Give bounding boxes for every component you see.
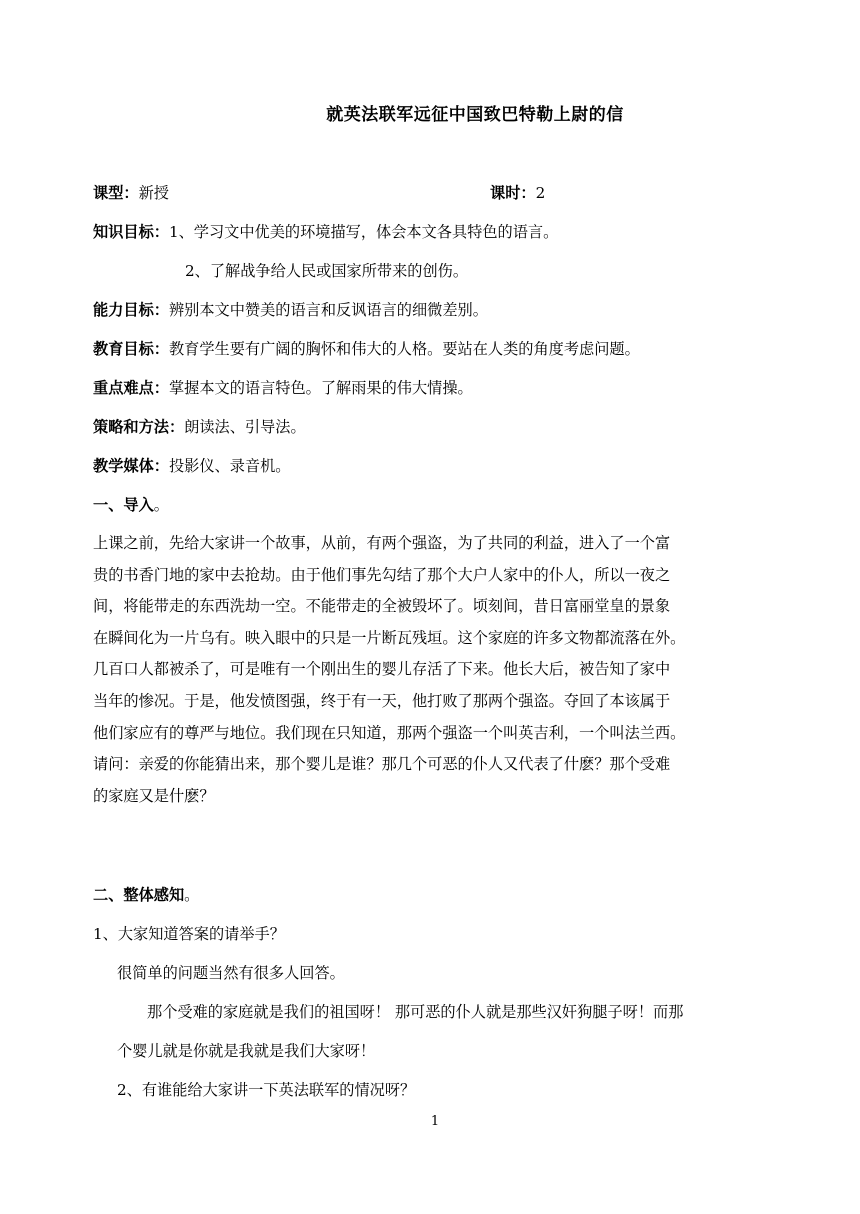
story-line: 请问：亲爱的你能猜出来，那个婴儿是谁？那几个可恶的仆人又代表了什麽？那个受难 — [93, 755, 671, 774]
question-2: 2、有谁能给大家讲一下英法联军的情况呀？ — [117, 1081, 416, 1099]
answer-2-line-1: 那个受难的家庭就是我们的祖国呀！ 那可恶的仆人就是那些汉奸狗腿子呀！而那 — [147, 1003, 684, 1021]
story-line: 几百口人都被杀了，可是唯有一个刚出生的婴儿存活了下来。他长大后，被告知了家中 — [93, 660, 671, 679]
teaching-media-value: 投影仪、录音机。 — [168, 457, 291, 475]
story-line: 他们家应有的尊严与地位。我们现在只知道，那两个强盗一个叫英吉利，一个叫法兰西。 — [93, 723, 686, 742]
education-objective — [93, 339, 640, 359]
key-difficulties-label: 重点难点： — [93, 379, 169, 397]
key-difficulties — [93, 378, 473, 398]
story-line: 的家庭又是什麽？ — [93, 786, 215, 805]
section-1-heading-text: 一、导入 — [93, 496, 154, 514]
answer-1: 很简单的问题当然有很多人回答。 — [117, 964, 345, 982]
knowledge-objective-item-2: 2、了解战争给人民或国家所带来的创伤。 — [185, 262, 469, 280]
page-number: 1 — [430, 1114, 440, 1129]
story-line: 上课之前，先给大家讲一个故事，从前，有两个强盗，为了共同的利益，进入了一个富 — [93, 534, 671, 552]
section-1-heading-punct: 。 — [153, 496, 169, 514]
course-type-label: 课型： — [93, 184, 139, 202]
education-objective-label: 教育目标： — [93, 340, 169, 358]
ability-objective — [93, 300, 488, 320]
section-1-heading — [93, 495, 169, 515]
strategy-method-value: 朗读法、引导法。 — [184, 418, 306, 436]
ability-objective-value: 辨别本文中赞美的语言和反讽语言的细微差别。 — [168, 301, 488, 319]
teaching-media-label: 教学媒体： — [93, 457, 169, 475]
key-difficulties-value: 掌握本文的语言特色。了解雨果的伟大情操。 — [168, 379, 473, 397]
document-title: 就英法联军远征中国致巴特勒上尉的信 — [326, 105, 624, 125]
section-2-heading-text: 二、整体感知 — [93, 886, 185, 904]
section-2-heading — [93, 885, 199, 905]
course-type — [93, 183, 169, 203]
question-1: 1、大家知道答案的请举手？ — [93, 925, 285, 943]
section-2-heading-punct: 。 — [184, 886, 200, 904]
answer-2-line-2: 个婴儿就是你就是我就是我们大家呀！ — [117, 1042, 376, 1060]
knowledge-objective-item-1: 1、学习文中优美的环境描写，体会本文各具特色的语言。 — [168, 223, 559, 241]
knowledge-objective-label: 知识目标： — [93, 223, 169, 241]
strategy-method-label: 策略和方法： — [93, 418, 185, 436]
class-hours-value: 2 — [535, 184, 546, 202]
class-hours — [490, 183, 545, 203]
knowledge-objective — [93, 222, 558, 242]
story-line: 间，将能带走的东西洗劫一空。不能带走的全被毁坏了。顷刻间，昔日富丽堂皇的景象 — [93, 597, 671, 616]
education-objective-value: 教育学生要有广阔的胸怀和伟大的人格。要站在人类的角度考虑问题。 — [168, 340, 640, 358]
teaching-media — [93, 456, 290, 476]
story-line: 当年的惨况。于是，他发愤图强，终于有一天，他打败了那两个强盗。夺回了本该属于 — [93, 691, 671, 710]
section-1-story — [93, 528, 773, 812]
story-line: 贵的书香门地的家中去抢劫。由于他们事先勾结了那个大户人家中的仆人，所以一夜之 — [93, 565, 671, 584]
course-type-value: 新授 — [138, 184, 169, 202]
story-line: 在瞬间化为一片乌有。映入眼中的只是一片断瓦残垣。这个家庭的许多文物都流落在外。 — [93, 628, 686, 647]
strategy-method — [93, 417, 306, 437]
ability-objective-label: 能力目标： — [93, 301, 169, 319]
class-hours-label: 课时： — [490, 184, 536, 202]
